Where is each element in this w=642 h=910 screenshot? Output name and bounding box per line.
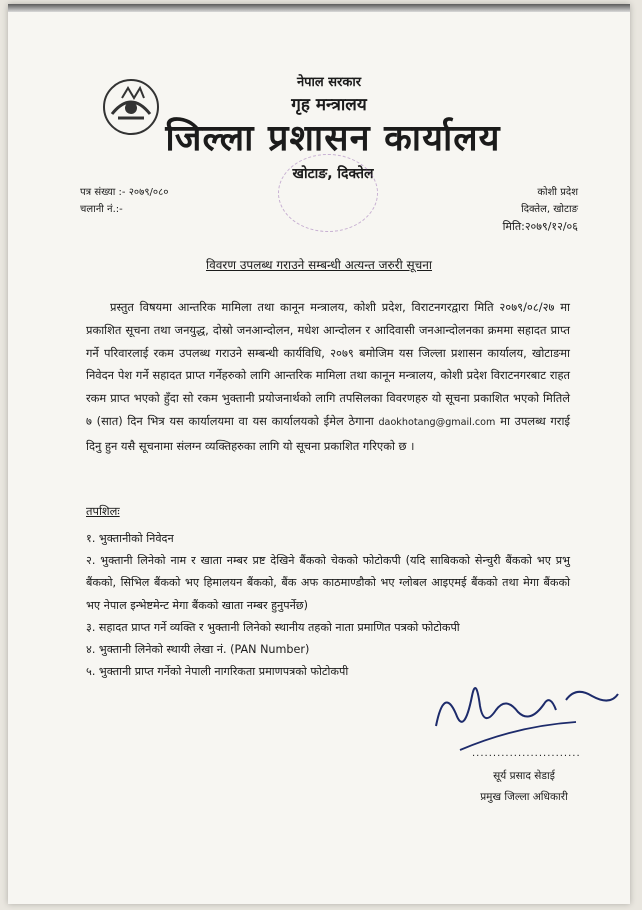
notice-document [8, 4, 630, 904]
details-item: ३. सहादत प्राप्त गर्ने व्यक्ति र भुक्तानी लिनेको स्थानीय तहको नाता प्रमाणित पत्रको फोटोकपी [86, 620, 460, 634]
office-stamp [278, 154, 378, 232]
details-item: ५. भुक्तानी प्राप्त गर्नेको नेपाली नागरिकता प्रमाणपत्रको फोटोकपी [86, 665, 349, 679]
email-address: daokhotang@gmail.com [378, 416, 496, 428]
chalani-number: चलानी नं.:- [80, 204, 123, 215]
body-part-2: मा उपलब्ध गराई दिनु हुन यसै सूचनामा संलग्न व्यक्तिहरुका लागि यो सूचना प्रकाशित गरिएको छ । [86, 413, 570, 453]
office-location: खोटाङ, दिक्तेल [292, 166, 374, 182]
details-item: २. भुक्तानी लिनेको नाम र खाता नम्बर प्रष्ट देखिने बैंकको चेकको फोटोकपी (यदि साबिकको सेन्चुरी बैंकको भए प्रभु बैंकको, सिभिल बैंकको भए हिमालयन बैंकको, बैंक अफ काठमाण्डौको भए ग्लोबल आइएमई बैंकको तथा मेगा बैंकको भए नेपाल इन्भेष्टमेन्ट मेगा बैंकको खाता नम्बर हुनुपर्नेछ) [86, 554, 570, 612]
signature-dots: .......................... [472, 748, 581, 759]
body-part-1: प्रस्तुत विषयमा आन्तरिक मामिला तथा कानून मन्त्रालय, कोशी प्रदेश, विराटनगरद्वारा मिति २०७९/०८/२७ मा प्रकाशित सूचना तथा जनयुद्ध, दोस्रो जनआन्दोलन, मधेश आन्दोलन र आदिवासी जनआन्दोलनका क्रममा सहादत प्राप्त गर्ने परिवारलाई रकम उपलब्ध गराउने सम्बन्धी कार्यविधि, २०७९ बमोजिम यस जिल्ला प्रशासन कार्यालय, खोटाङमा निवेदन पेश गर्ने सहादत प्राप्त गर्नेहरुको लागि आन्तरिक मामिला तथा कानून मन्त्रालय, कोशी प्रदेश विराटनगरबाट राहत रकम प्राप्त भएको हुँदा सो रकम भुक्तानी प्रयोजनार्थको लागि तपसिलका विवरणहरु यो सूचना प्रकाशित भएको मितिले ७ (सात) दिन भित्र यस कार्यालयमा वा यस कार्यालयको ईमेल ठेगाना [86, 300, 570, 428]
gov-line: नेपाल सरकार [296, 75, 362, 90]
ministry-name: गृह मन्त्रालय [291, 95, 367, 115]
scan-edge [8, 4, 630, 12]
signatory-title: प्रमुख जिल्ला अधिकारी [480, 791, 568, 803]
signatory [458, 766, 590, 808]
place: दिक्तेल, खोटाङ [521, 204, 578, 215]
office-name: जिल्ला प्रशासन कार्यालय [165, 118, 501, 159]
office-address [521, 184, 578, 218]
details-item: ४. भुक्तानी लिनेको स्थायी लेखा नं. (PAN Number) [86, 643, 310, 657]
details-item: १. भुक्तानीको निवेदन [86, 532, 174, 545]
handwritten-signature [426, 666, 622, 758]
patra-sankhya: पत्र संख्या :- २०७९/०८० [80, 187, 169, 198]
details-list [86, 528, 570, 683]
details-heading: तपशिलः [86, 504, 120, 518]
signatory-name: सूर्य प्रसाद सेडाई [493, 770, 555, 782]
province: कोशी प्रदेश [537, 187, 578, 198]
notice-subject: विवरण उपलब्ध गराउने सम्बन्धी अत्यन्त जरुरी सूचना [205, 258, 433, 272]
letter-date: मिति:२०७९/१२/०६ [502, 220, 578, 233]
letter-ref [80, 184, 168, 218]
notice-body [86, 296, 570, 458]
